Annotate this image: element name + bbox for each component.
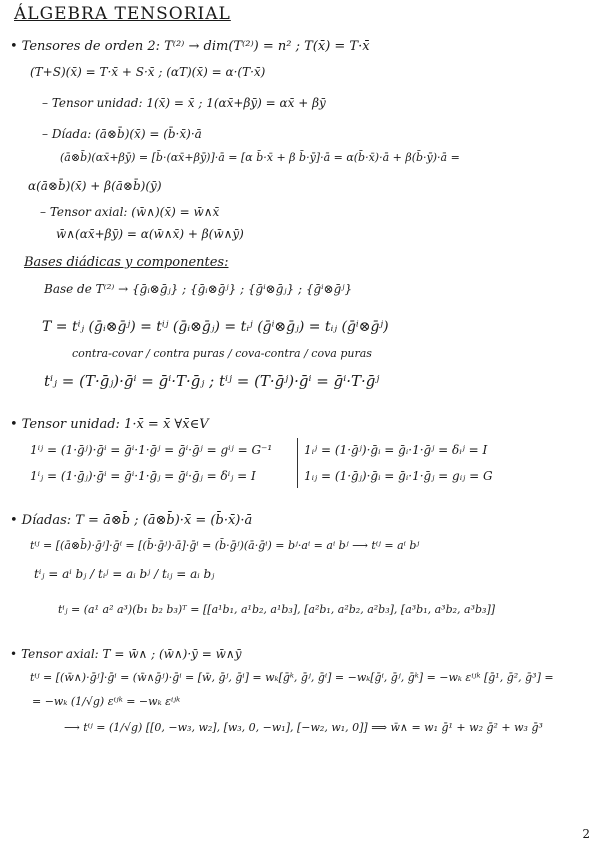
section-dyadic-bases-heading: Bases diádicas y componentes: <box>24 255 229 270</box>
page-title: ÁLGEBRA TENSORIAL <box>14 4 231 24</box>
unit-tensor-mixed-right: 1ᵢʲ = (1·ḡʲ)·ḡᵢ = ḡᵢ·1·ḡʲ = δᵢʲ = I <box>304 443 488 457</box>
unit-tensor-covariant: 1ᵢⱼ = (1·ḡⱼ)·ḡᵢ = ḡᵢ·1·ḡⱼ = gᵢⱼ = G <box>304 469 493 483</box>
axial-tensor-linearity: w̄∧(αx̄+βȳ) = α(w̄∧x̄) + β(w̄∧ȳ) <box>56 227 244 241</box>
unit-tensor-mixed-left: 1ⁱⱼ = (1·ḡⱼ)·ḡⁱ = ḡⁱ·1·ḡⱼ = ḡⁱ·ḡⱼ = δⁱⱼ = I <box>30 469 256 483</box>
component-type-labels: contra-covar / contra puras / cova-contra / cova puras <box>72 347 372 360</box>
dyad-matrix-form: tⁱⱼ = (a¹ a² a³)(b₁ b₂ b₃)ᵀ = [[a¹b₁, a¹b₂, a¹b₃], [a²b₁, a²b₂, a²b₃], [a³b₁, a³b₂, a³b₃]] <box>58 603 496 616</box>
axial-tensor-definition: – Tensor axial: (w̄∧)(x̄) = w̄∧x̄ <box>40 205 220 219</box>
unit-tensor-definition: – Tensor unidad: 1(x̄) = x̄ ; 1(αx̄+βȳ) = αx̄ + βȳ <box>42 96 326 110</box>
axial-components-simplified: = −wₖ (1/√g) εⁱʲᵏ = −wₖ εⁱʲᵏ <box>32 695 181 708</box>
section-unit-tensor-heading: • Tensor unidad: 1·x̄ = x̄ ∀x̄∈V <box>10 418 209 431</box>
component-formulas: tⁱⱼ = (T·ḡⱼ)·ḡⁱ = ḡⁱ·T·ḡⱼ ; tⁱʲ = (T·ḡʲ)·ḡⁱ = ḡⁱ·T·ḡʲ <box>44 372 380 390</box>
section-second-order-tensors-heading: • Tensores de orden 2: T⁽²⁾ → dim(T⁽²⁾) = n² ; T(x̄) = T·x̄ <box>10 40 370 53</box>
tensor-linearity-line: (T+S)(x̄) = T·x̄ + S·x̄ ; (αT)(x̄) = α·(T·x̄) <box>30 65 266 79</box>
dyad-components-derivation: tⁱʲ = [(ā⊗b̄)·ḡʲ]·ḡⁱ = [(b̄·ḡʲ)·ā]·ḡⁱ = (b̄·ḡʲ)(ā·ḡⁱ) = bʲ·aⁱ = aⁱ bʲ ⟶ tⁱʲ = aⁱ bʲ <box>30 539 420 552</box>
section-axial-tensor-heading: • Tensor axial: T = w̄∧ ; (w̄∧)·ȳ = w̄∧ȳ <box>10 648 241 660</box>
divider-bar <box>297 438 298 488</box>
page-number: 2 <box>582 827 590 841</box>
section-dyads-heading: • Díadas: T = ā⊗b̄ ; (ā⊗b̄)·x̄ = (b̄·x̄)·ā <box>10 514 252 527</box>
dyadic-base-sets: Base de T⁽²⁾ → {ḡᵢ⊗ḡⱼ} ; {ḡᵢ⊗ḡʲ} ; {ḡⁱ⊗ḡⱼ} ; {ḡⁱ⊗ḡʲ} <box>44 282 353 296</box>
dyad-definition: – Díada: (ā⊗b̄)(x̄) = (b̄·x̄)·ā <box>42 127 202 141</box>
dyad-linearity-line: (ā⊗b̄)(αx̄+βȳ) = [b̄·(αx̄+βȳ)]·ā = [α b̄·x̄ + β b̄·ȳ]·ā = α(b̄·x̄)·ā + β(b̄·ȳ)·ā = <box>60 151 460 164</box>
tensor-component-expansion: T = tⁱⱼ (ḡᵢ⊗ḡʲ) = tⁱʲ (ḡᵢ⊗ḡⱼ) = tᵢʲ (ḡⁱ⊗ḡⱼ) = tᵢⱼ (ḡⁱ⊗ḡʲ) <box>42 319 389 335</box>
axial-matrix-and-vector: ⟶ tⁱʲ = (1/√g) [[0, −w₃, w₂], [w₃, 0, −w₁], [−w₂, w₁, 0]] ⟹ w̄∧ = w₁ ḡ¹ + w₂ ḡ² + w₃ ḡ³ <box>64 721 543 734</box>
dyad-linearity-result: α(ā⊗b̄)(x̄) + β(ā⊗b̄)(ȳ) <box>28 179 162 193</box>
dyad-mixed-components: tⁱⱼ = aⁱ bⱼ / tᵢʲ = aᵢ bʲ / tᵢⱼ = aᵢ bⱼ <box>34 567 215 581</box>
unit-tensor-contravariant: 1ⁱʲ = (1·ḡʲ)·ḡⁱ = ḡⁱ·1·ḡʲ = ḡⁱ·ḡʲ = gⁱʲ = G⁻¹ <box>30 443 273 457</box>
axial-components-derivation: tⁱʲ = [(w̄∧)·ḡʲ]·ḡⁱ = (w̄∧ḡʲ)·ḡⁱ = [w̄, ḡʲ, ḡⁱ] = wₖ[ḡᵏ, ḡʲ, ḡⁱ] = −wₖ[ḡⁱ, ḡʲ, ḡᵏ] = −wₖ εⁱʲᵏ [ḡ¹, ḡ², ḡ³] = <box>30 671 554 684</box>
